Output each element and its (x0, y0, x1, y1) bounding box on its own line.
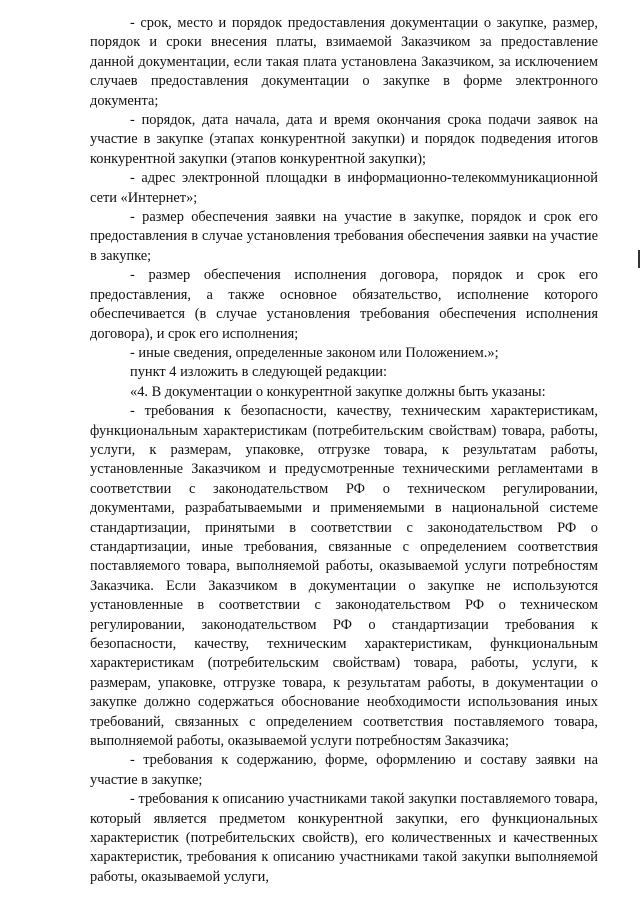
paragraph-application-security: - размер обеспечения заявки на участие в закупке, порядок и срок его предоставления в случае установления требования обеспечения заявки на участие в закупке; (90, 209, 598, 264)
paragraph-clause-4-heading: «4. В документации о конкурентной закупке должны быть указаны: (130, 383, 546, 400)
paragraph-contract-security: - размер обеспечения исполнения договора, порядок и срок его предоставления, а также основное обязательство, исполнение которого обеспечивается (в случае установления требования обеспечения исполнения договора), и срок его исполнения; (90, 267, 598, 342)
paragraph-documentation-term: - срок, место и порядок предоставления документации о закупке, размер, порядок и сроки внесения платы, взимаемой Заказчиком за предоставление данной документации, если такая плата установлена Заказчиком, за исключением случаев предоставления документации о закупке в форме электронного документа; (90, 15, 598, 109)
document-page (90, 14, 598, 887)
paragraph-application-dates: - порядок, дата начала, дата и время окончания срока подачи заявок на участие в закупке (этапах конкурентной закупки) и порядок подведения итогов конкурентной закупки (этапов конкурентной закупки); (90, 112, 598, 167)
paragraph-quality-requirements: - требования к безопасности, качеству, техническим характеристикам, функциональным характеристикам (потребительским свойствам) товара, работы, услуги, к размерам, упаковке, отгрузке товара, к результатам работы, установленные Заказчиком и предусмотренные техническими регламентами в соответствии с законодательством РФ о техническом регулировании, документами, разрабатываемыми и применяемыми в национальной системе стандартизации, принятыми в соответствии с законодательством РФ о стандартизации, иные требования, связанные с определением соответствия поставляемого товара, выполняемой работы, оказываемой услуги потребностям Заказчика. Если Заказчиком в документации о закупке не используются установленные в соответствии с законодательством РФ о техническом регулировании, законодательством РФ о стандартизации требования к безопасности, качеству, техническим характеристикам, функциональным характеристикам (потребительским свойствам) товара, работы, услуги, к размерам, упаковке, отгрузке товара, к результатам работы, в документации о закупке должно содержаться обоснование необходимости использования иных требований, связанных с определением соответствия поставляемого товара, выполняемой работы, оказываемой услуги потребностям Заказчика; (90, 403, 598, 750)
paragraph-electronic-platform: - адрес электронной площадки в информационно-телекоммуникационной сети «Интернет»; (90, 170, 598, 206)
paragraph-application-requirements: - требования к содержанию, форме, оформлению и составу заявки на участие в закупке; (90, 752, 598, 788)
paragraph-clause-4-intro: пункт 4 изложить в следующей редакции: (130, 364, 387, 381)
paragraph-description-requirements: - требования к описанию участниками такой закупки поставляемого товара, который является предметом конкурентной закупки, его функциональных характеристик (потребительских свойств), его количественных и качественных характеристик, требования к описанию участниками такой закупки выполняемой работы, оказываемой услуги, (90, 791, 598, 885)
paragraph-other-info: - иные сведения, определенные законом или Положением.»; (130, 344, 499, 361)
